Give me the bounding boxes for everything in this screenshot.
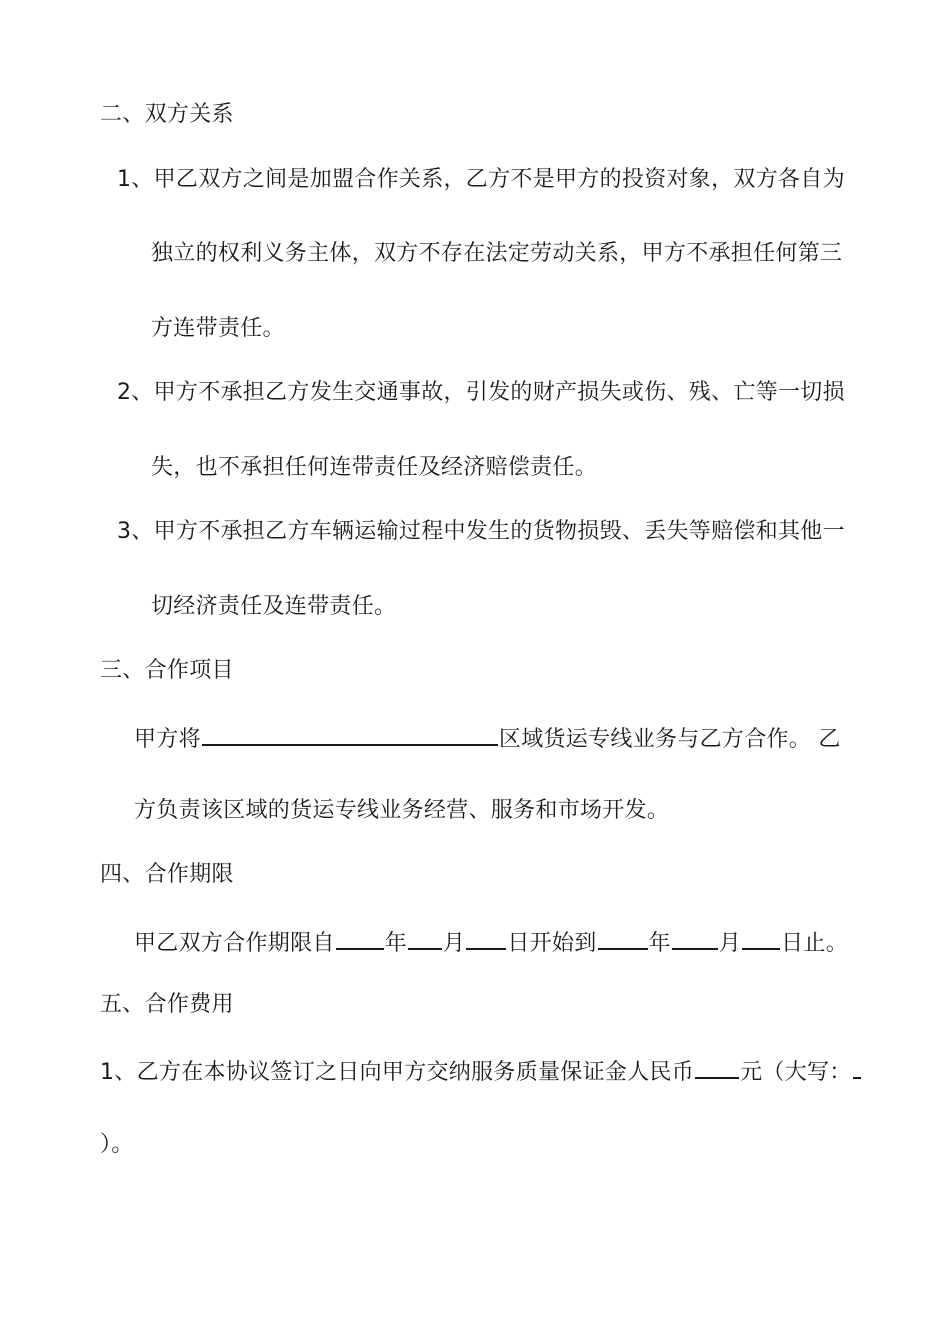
fee-text-post: 元（大写： xyxy=(740,1060,852,1085)
project-text-pre: 甲方将 xyxy=(134,727,201,752)
clause-2-1-line-1: 1、甲乙双方之间是加盟合作关系，乙方不是甲方的投资对象，双方各自为 xyxy=(117,167,845,192)
region-blank xyxy=(202,722,498,746)
project-line-1 xyxy=(134,722,841,755)
term-text-pre: 甲乙双方合作期限自 xyxy=(134,931,335,956)
term-line xyxy=(134,926,848,959)
clause-2-3-line-1: 3、甲方不承担乙方车辆运输过程中发生的货物损毁、丢失等赔偿和其他一 xyxy=(117,519,845,544)
clause-2-2-line-1: 2、甲方不承担乙方发生交通事故，引发的财产损失或伤、残、亡等一切损 xyxy=(117,380,845,405)
end-month-blank xyxy=(672,926,718,950)
project-line-2: 方负责该区域的货运专线业务经营、服务和市场开发。 xyxy=(134,798,670,823)
section-heading-project: 三、合作项目 xyxy=(100,658,234,683)
end-year-label: 年 xyxy=(648,931,671,956)
fee-clause-line-1 xyxy=(100,1055,862,1088)
clause-2-2-line-2: 失，也不承担任何连带责任及经济赔偿责任。 xyxy=(151,455,598,480)
end-day-blank xyxy=(742,926,780,950)
start-month-label: 月 xyxy=(443,931,466,956)
end-month-label: 月 xyxy=(718,931,742,956)
clause-2-1-line-2: 独立的权利义务主体，双方不存在法定劳动关系，甲方不承担任何第三 xyxy=(151,241,843,266)
start-day-label: 日开始到 xyxy=(507,931,597,956)
start-month-blank xyxy=(408,926,442,950)
fee-clause-line-2: ）。 xyxy=(100,1132,134,1157)
clause-2-1-line-3: 方连带责任。 xyxy=(151,316,285,341)
clause-2-3-line-2: 切经济责任及连带责任。 xyxy=(151,594,397,619)
fee-text-pre: 1、乙方在本协议签订之日向甲方交纳服务质量保证金人民币 xyxy=(100,1060,695,1085)
start-year-blank xyxy=(336,926,384,950)
amount-in-words-blank xyxy=(853,1055,861,1079)
end-day-label: 日止。 xyxy=(781,931,849,956)
section-heading-term: 四、合作期限 xyxy=(100,862,234,887)
project-text-post: 区域货运专线业务与乙方合作。 乙 xyxy=(498,727,841,752)
end-year-blank xyxy=(598,926,648,950)
start-year-label: 年 xyxy=(384,931,408,956)
section-heading-fees: 五、合作费用 xyxy=(100,992,234,1017)
start-day-blank xyxy=(466,926,506,950)
amount-blank xyxy=(695,1055,739,1079)
section-heading-relationship: 二、双方关系 xyxy=(100,102,234,127)
